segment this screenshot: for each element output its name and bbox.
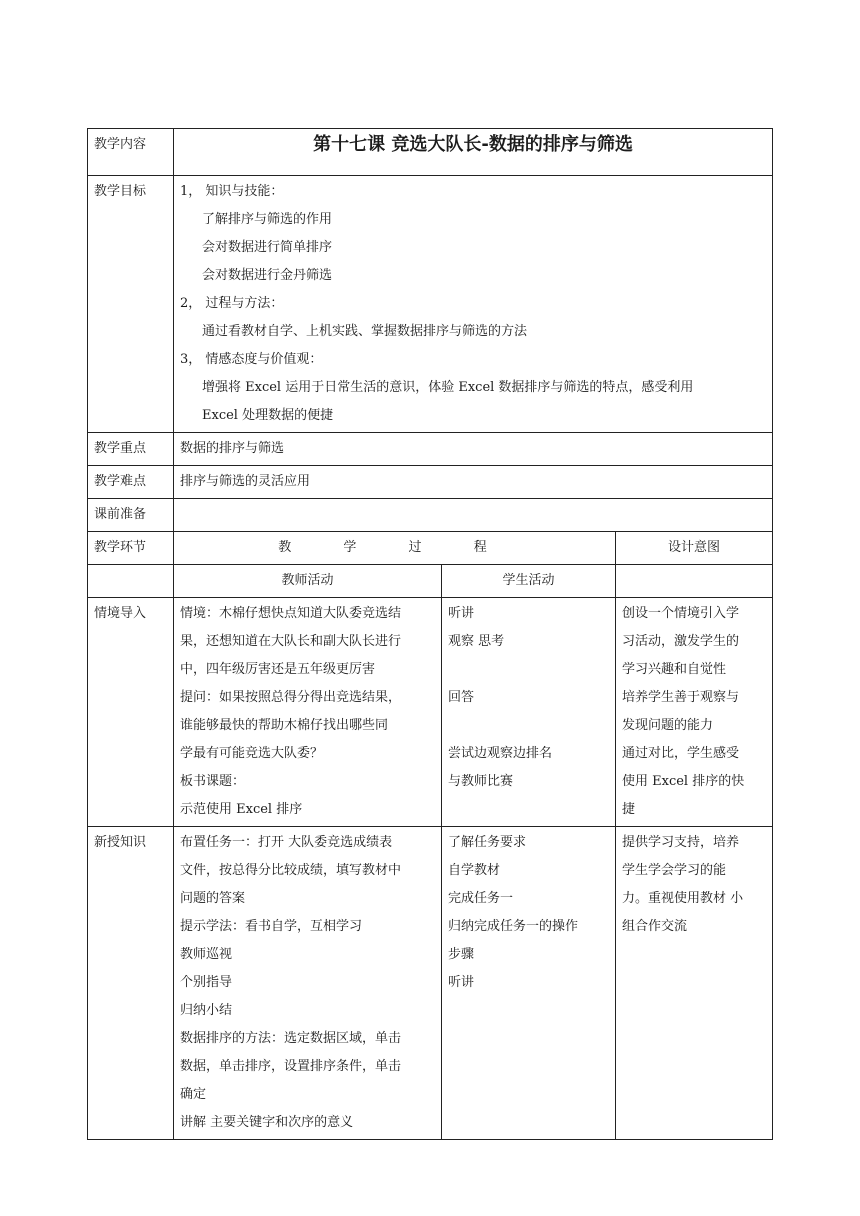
teacher-line: 文件，按总得分比较成绩，填写教材中	[180, 863, 402, 878]
student-line	[448, 712, 609, 740]
label-process-stage: 教学环节	[88, 532, 174, 565]
empty-cell	[88, 565, 174, 598]
objective-line: 通过看教材自学、上机实践、掌握数据排序与筛选的方法	[202, 324, 528, 339]
label-difficulty: 教学难点	[88, 466, 174, 499]
design-line: 习活动，激发学生的	[622, 634, 740, 649]
label-preparation: 课前准备	[88, 499, 174, 532]
label-new-knowledge: 新授知识	[88, 827, 174, 1140]
student-line: 归纳完成任务一的操作	[448, 919, 579, 934]
teacher-line: 确定	[180, 1087, 207, 1102]
objective-line: 会对数据进行金丹筛选	[202, 268, 333, 283]
design-line: 培养学生善于观察与	[622, 690, 740, 705]
label-intro: 情境导入	[88, 598, 174, 827]
teacher-line: 情境：木棉仔想快点知道大队委竞选结	[180, 606, 402, 621]
student-line: 完成任务一	[448, 891, 514, 906]
label-content: 教学内容	[88, 129, 174, 176]
teacher-line: 提问：如果按照总得分得出竞选结果，	[180, 690, 402, 705]
new-knowledge-design-cell	[616, 827, 773, 1140]
row-difficulty	[88, 466, 773, 499]
difficulty-value: 排序与筛选的灵活应用	[174, 466, 773, 499]
process-heading: 教 学 过 程	[174, 532, 616, 565]
empty-cell	[616, 565, 773, 598]
design-line: 使用 Excel 排序的快	[622, 774, 745, 789]
row-process-header	[88, 532, 773, 565]
row-sub-header	[88, 565, 773, 598]
row-preparation	[88, 499, 773, 532]
row-objectives	[88, 176, 773, 433]
teacher-activity-heading: 教师活动	[174, 565, 442, 598]
teacher-line: 中，四年级厉害还是五年级更厉害	[180, 662, 376, 677]
teacher-line: 提示学法：看书自学，互相学习	[180, 919, 363, 934]
intro-student-cell	[442, 598, 616, 827]
student-line: 尝试边观察边排名	[448, 746, 553, 761]
preparation-value	[174, 499, 773, 532]
objectives-cell	[174, 176, 773, 433]
design-line: 组合作交流	[622, 919, 688, 934]
student-line: 了解任务要求	[448, 835, 527, 850]
teacher-line: 教师巡视	[180, 947, 233, 962]
label-key-point: 教学重点	[88, 433, 174, 466]
design-line: 学生学会学习的能	[622, 863, 727, 878]
design-intent-heading: 设计意图	[616, 532, 773, 565]
teacher-line: 归纳小结	[180, 1003, 233, 1018]
design-line: 发现问题的能力	[622, 718, 714, 733]
student-line: 观察 思考	[448, 634, 505, 649]
objective-line: Excel 处理数据的便捷	[202, 408, 334, 423]
teacher-line: 问题的答案	[180, 891, 246, 906]
teacher-line: 谁能够最快的帮助木棉仔找出哪些同	[180, 718, 389, 733]
row-new-knowledge	[88, 827, 773, 1140]
intro-design-cell	[616, 598, 773, 827]
teacher-line: 布置任务一：打开 大队委竞选成绩表	[180, 835, 393, 850]
student-activity-heading: 学生活动	[442, 565, 616, 598]
design-line: 力。重视使用教材 小	[622, 891, 744, 906]
teacher-line: 讲解 主要关键字和次序的意义	[180, 1115, 354, 1130]
student-line: 自学教材	[448, 863, 501, 878]
objective-line: 会对数据进行简单排序	[202, 240, 333, 255]
teacher-line: 学最有可能竞选大队委？	[180, 746, 324, 761]
student-line: 听讲	[448, 606, 475, 621]
teacher-line: 数据排序的方法：选定数据区域，单击	[180, 1031, 402, 1046]
design-line: 捷	[622, 802, 636, 817]
student-line: 听讲	[448, 975, 475, 990]
objective-line: 增强将 Excel 运用于日常生活的意识，体验 Excel 数据排序与筛选的特点，感受利用	[202, 380, 694, 395]
student-line: 回答	[448, 690, 475, 705]
row-content	[88, 129, 773, 176]
student-line: 与教师比赛	[448, 774, 514, 789]
student-line: 步骤	[448, 947, 475, 962]
intro-teacher-cell	[174, 598, 442, 827]
teacher-line: 数据，单击排序，设置排序条件，单击	[180, 1059, 402, 1074]
key-point-value: 数据的排序与筛选	[174, 433, 773, 466]
new-knowledge-student-cell	[442, 827, 616, 1140]
design-line: 通过对比，学生感受	[622, 746, 740, 761]
row-intro	[88, 598, 773, 827]
objective-line: 1， 知识与技能：	[180, 184, 284, 199]
design-line: 创设一个情境引入学	[622, 606, 740, 621]
objective-line: 了解排序与筛选的作用	[202, 212, 333, 227]
lesson-title: 第十七课 竞选大队长-数据的排序与筛选	[174, 129, 773, 176]
design-line: 提供学习支持，培养	[622, 835, 740, 850]
teacher-line: 示范使用 Excel 排序	[180, 802, 303, 817]
new-knowledge-teacher-cell	[174, 827, 442, 1140]
teacher-line: 板书课题：	[180, 774, 246, 789]
teacher-line: 个别指导	[180, 975, 233, 990]
objective-line: 2， 过程与方法：	[180, 296, 284, 311]
objective-line: 3， 情感态度与价值观：	[180, 352, 323, 367]
design-line: 学习兴趣和自觉性	[622, 662, 727, 677]
teacher-line: 果，还想知道在大队长和副大队长进行	[180, 634, 402, 649]
lesson-plan-table	[87, 128, 773, 1140]
student-line	[448, 656, 609, 684]
label-objectives: 教学目标	[88, 176, 174, 433]
row-key-point	[88, 433, 773, 466]
